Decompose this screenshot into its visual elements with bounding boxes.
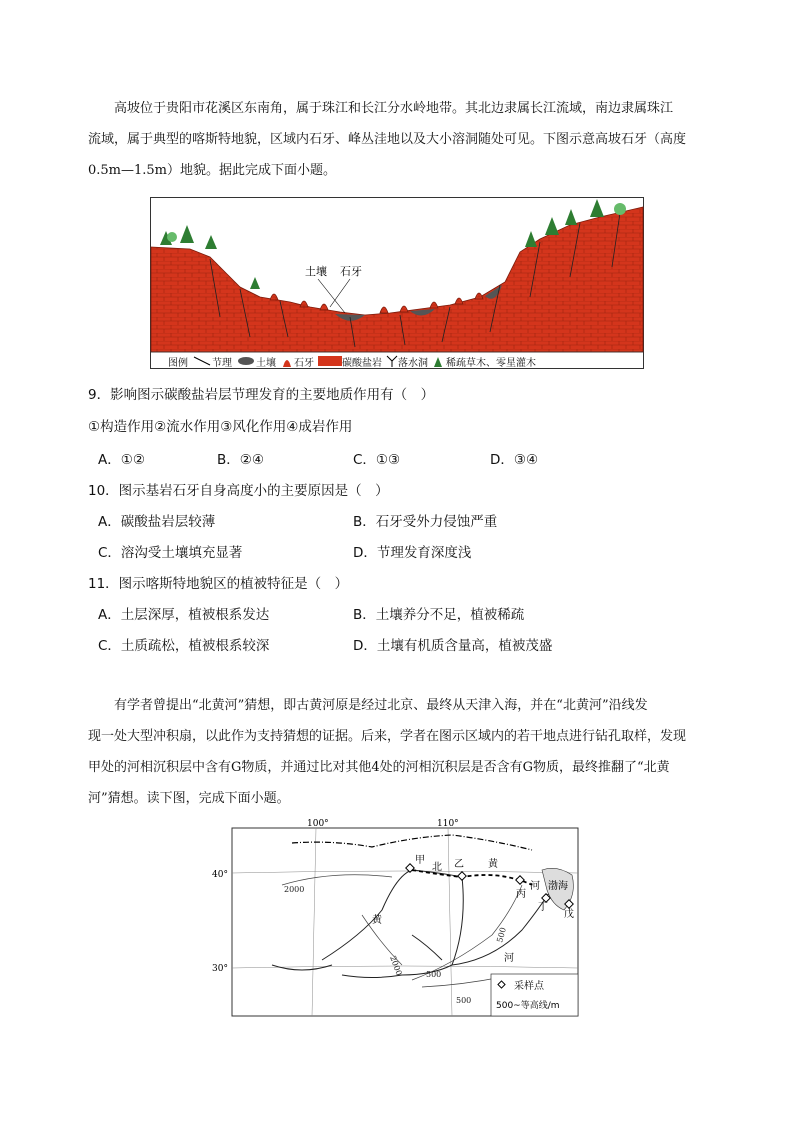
label-wu: 戊 — [564, 909, 574, 920]
q9-option-d[interactable]: D．③④ — [490, 452, 539, 468]
intro2-line-3: 甲处的河相沉积层中含有G物质，并通过比对其他4处的河相沉积层是否含有G物质，最终推翻了“北黄 — [88, 760, 670, 775]
q10-option-d[interactable]: D．节理发育深度浅 — [353, 545, 472, 561]
question-11-stem: 11．图示喀斯特地貌区的植被特征是（ ） — [88, 576, 349, 592]
question-9-choices: ①构造作用②流水作用③风化作用④成岩作用 — [88, 419, 353, 435]
karst-figure-legend — [150, 353, 644, 369]
q9-option-a[interactable]: A．①② — [98, 452, 145, 468]
q10-option-b[interactable]: B．石牙受外力侵蚀严重 — [353, 514, 498, 530]
q10-option-c[interactable]: C．溶沟受土壤填充显著 — [98, 545, 243, 561]
q11-option-a[interactable]: A．土层深厚，植被根系发达 — [98, 607, 270, 623]
question-10-stem: 10．图示基岩石牙自身高度小的主要原因是（ ） — [88, 483, 389, 499]
soil-legend-icon — [236, 356, 256, 366]
label-huang-left: 黄 — [372, 915, 382, 926]
contour-label-2000-a: 2000 — [284, 885, 305, 894]
lat-label-30: 30° — [212, 964, 228, 974]
q11-option-d[interactable]: D．土壤有机质含量高，植被茂盛 — [353, 638, 553, 654]
q9-option-b[interactable]: B．②④ — [217, 452, 264, 468]
legend-sample-label: 采样点 — [514, 981, 544, 992]
contour-label-500-b: 500 — [495, 926, 508, 944]
karst-stone-tooth-figure — [150, 197, 644, 369]
label-he-bottom: 河 — [504, 953, 514, 964]
legend-stone-tooth: 石牙 — [294, 357, 314, 369]
label-jia: 甲 — [415, 855, 425, 866]
contour-label-2000-b: 2000 — [388, 954, 404, 977]
lon-label-110: 110° — [437, 819, 459, 829]
sinkhole-legend-icon — [386, 355, 398, 367]
legend-joint: 节理 — [212, 357, 232, 369]
lon-label-100: 100° — [307, 819, 329, 829]
joint-legend-icon — [192, 356, 212, 366]
label-huang-top: 黄 — [488, 859, 498, 870]
legend-carbonate-rock: 碳酸盐岩 — [342, 357, 382, 369]
intro1-line-1: 高坡位于贵阳市花溪区东南角，属于珠江和长江分水岭地带。其北边隶属长江流域，南边隶属珠江 — [114, 101, 674, 116]
lat-label-40: 40° — [212, 870, 228, 880]
intro1-line-2: 流域，属于典型的喀斯特地貌，区域内石牙、峰丛洼地以及大小溶洞随处可见。下图示意高坡石牙（高度 — [88, 132, 687, 147]
q10-option-a[interactable]: A．碳酸盐岩层较薄 — [98, 514, 216, 530]
q11-option-c[interactable]: C．土质疏松，植被根系较深 — [98, 638, 270, 654]
q11-option-b[interactable]: B．土壤养分不足，植被稀疏 — [353, 607, 525, 623]
label-bing: 丙 — [516, 889, 526, 900]
legend-contour-label: 500~等高线/m — [496, 1001, 560, 1011]
label-bei: 北 — [432, 862, 442, 873]
contour-label-500-c: 500 — [456, 996, 472, 1005]
intro2-line-2: 现一处大型冲积扇，以此作为支持猜想的证据。后来，学者在图示区域内的若干地点进行钻孔取样，发现 — [88, 729, 687, 744]
label-stone-tooth: 石牙 — [340, 265, 362, 278]
label-yi: 乙 — [454, 859, 464, 870]
legend-vegetation: 稀疏草木、零星灌木 — [446, 357, 536, 369]
intro-paragraph-1 — [88, 93, 718, 186]
label-soil: 土壤 — [305, 265, 327, 278]
legend-soil: 土壤 — [256, 357, 276, 369]
label-bohai: 渤海 — [548, 881, 568, 892]
contour-label-500-a: 500 — [426, 970, 442, 979]
vegetation-legend-icon — [432, 355, 446, 367]
legend-title: 图例 — [168, 357, 188, 369]
intro2-line-4: 河”猜想。读下图，完成下面小题。 — [88, 791, 290, 806]
legend-sinkhole: 落水洞 — [398, 357, 428, 369]
label-ding: 丁 — [538, 902, 548, 913]
q9-option-c[interactable]: C．①③ — [353, 452, 401, 468]
rock-legend-icon — [318, 356, 342, 366]
label-he-right: 河 — [530, 881, 540, 892]
intro1-line-3: 0.5m—1.5m）地貌。据此完成下面小题。 — [88, 163, 337, 178]
yellow-river-map — [212, 815, 584, 1020]
stone-tooth-legend-icon — [280, 355, 294, 367]
intro2-line-1: 有学者曾提出“北黄河”猜想，即古黄河原是经过北京、最终从天津入海，并在“北黄河”沿线发 — [114, 698, 648, 713]
intro-paragraph-2 — [88, 690, 718, 814]
question-9-stem: 9．影响图示碳酸盐岩层节理发育的主要地质作用有（ ） — [88, 387, 435, 403]
